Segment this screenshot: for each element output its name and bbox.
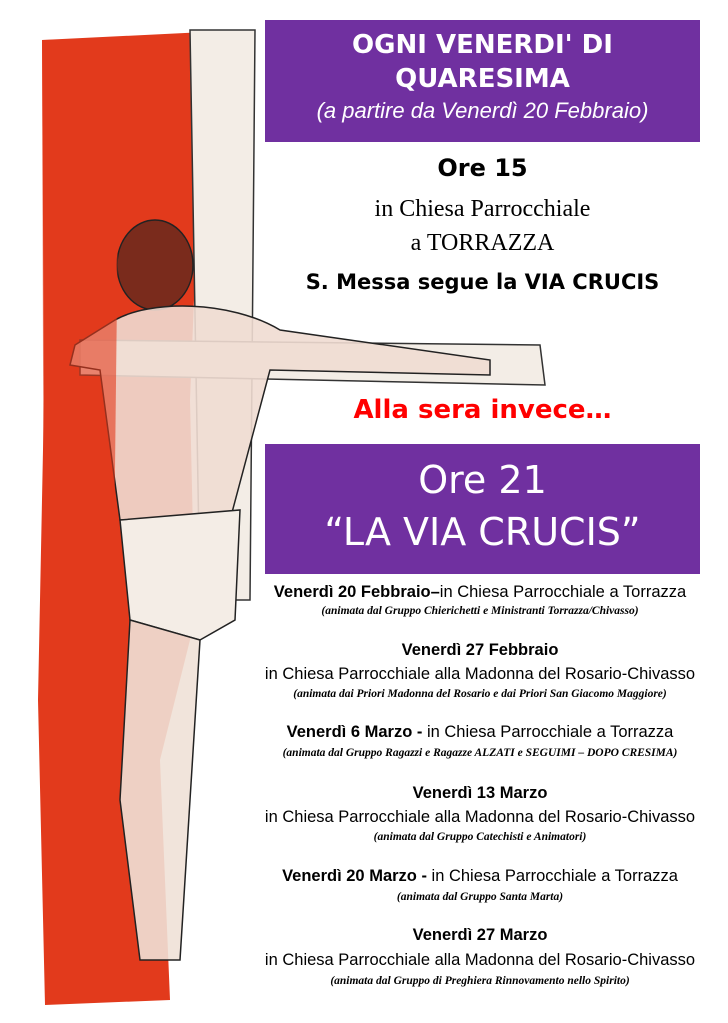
event-3-line [236, 723, 724, 742]
header-line-1: OGNI VENERDI' DI [352, 30, 613, 60]
event-5-animated-by: (animata dal Gruppo Santa Marta) [396, 891, 564, 903]
evening-time: Ore 21 [418, 458, 547, 502]
event-5-line [236, 867, 724, 886]
event-2-date: Venerdì 27 Febbraio [401, 641, 559, 659]
event-date: Venerdì 20 Marzo - [282, 867, 432, 885]
event-4-animated-by: (animata dal Gruppo Catechisti e Animatori) [373, 831, 587, 843]
event-3-animated-by: (animata dal Gruppo Ragazzi e Ragazze ALZATI e SEGUIMI – DOPO CRESIMA) [282, 747, 678, 759]
evening-title: “LA VIA CRUCIS” [324, 510, 641, 554]
event-date: Venerdì 6 Marzo - [286, 723, 427, 741]
evening-intro: Alla sera invece… [353, 395, 612, 425]
event-6-place: in Chiesa Parrocchiale alla Madonna del Rosario-Chivasso [264, 951, 696, 969]
evening-banner [265, 444, 700, 574]
header-line-3: (a partire da Venerdì 20 Febbraio) [316, 98, 649, 123]
afternoon-note: S. Messa segue la VIA CRUCIS [305, 270, 660, 294]
event-place: in Chiesa Parrocchiale a Torrazza [439, 583, 687, 601]
event-2-animated-by: (animata dai Priori Madonna del Rosario e dai Priori San Giacomo Maggiore) [293, 688, 667, 700]
lent-header-banner [265, 20, 700, 142]
event-date: Venerdì 20 Febbraio– [273, 583, 440, 601]
afternoon-place-2: a TORRAZZA [410, 230, 555, 256]
event-4-place: in Chiesa Parrocchiale alla Madonna del Rosario-Chivasso [264, 808, 696, 826]
event-6-date: Venerdì 27 Marzo [412, 926, 548, 944]
header-line-2: QUARESIMA [395, 64, 570, 94]
event-place: in Chiesa Parrocchiale a Torrazza [431, 867, 678, 885]
event-place: in Chiesa Parrocchiale a Torrazza [426, 723, 674, 741]
event-1-animated-by: (animata dal Gruppo Chierichetti e Ministranti Torrazza/Chivasso) [321, 605, 639, 617]
afternoon-place-1: in Chiesa Parrocchiale [374, 196, 591, 222]
event-2-place: in Chiesa Parrocchiale alla Madonna del Rosario-Chivasso [264, 665, 696, 683]
event-4-date: Venerdì 13 Marzo [412, 784, 548, 802]
event-1-line [236, 583, 724, 602]
red-overlay [42, 38, 120, 1000]
event-6-animated-by: (animata dal Gruppo di Preghiera Rinnovamento nello Spirito) [330, 975, 630, 987]
afternoon-time: Ore 15 [437, 154, 528, 182]
